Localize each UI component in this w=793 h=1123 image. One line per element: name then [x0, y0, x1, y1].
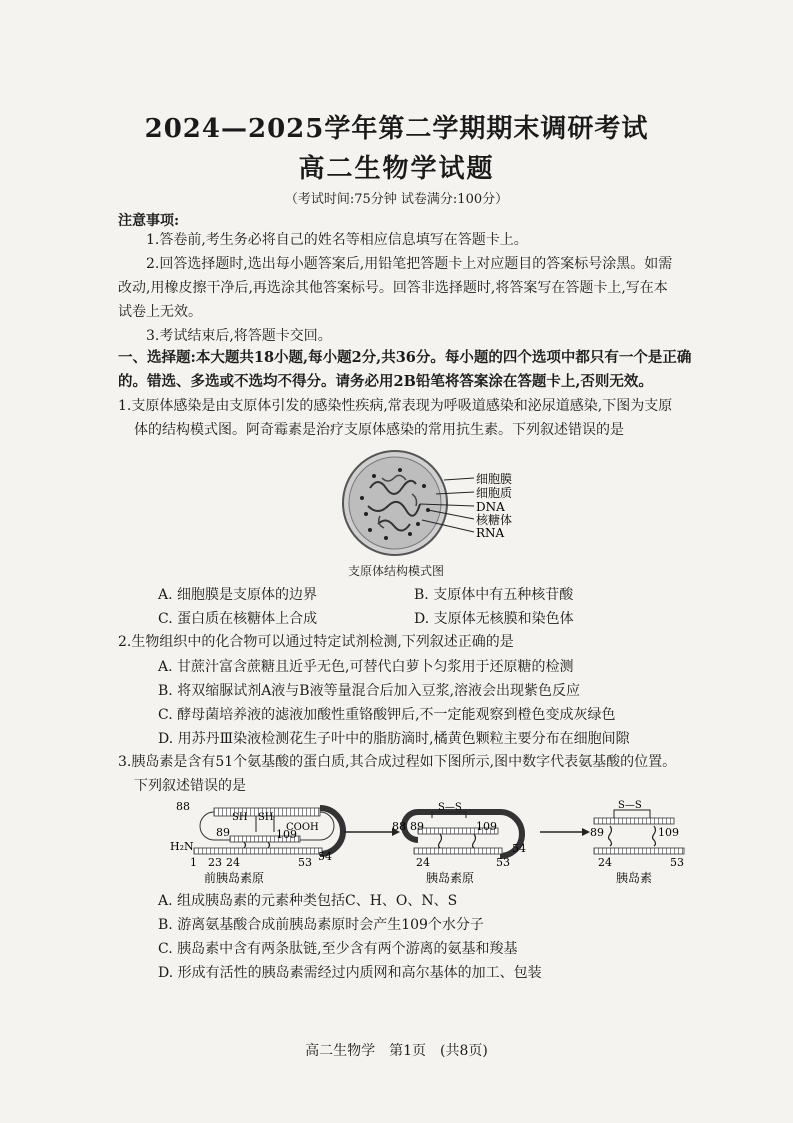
label-cell-membrane: 细胞膜	[476, 472, 513, 486]
note-item-2-line1: 2.回答选择题时,选出每小题答案后,用铅笔把答题卡上对应题目的答案标号涂黑。如需	[146, 256, 673, 272]
stage3-caption: 胰岛素	[616, 871, 653, 884]
label-cytoplasm: 细胞质	[476, 486, 513, 500]
q1-figure-caption: 支原体结构模式图	[348, 564, 445, 578]
label-ss-b: S—S	[618, 800, 642, 811]
q1-stem-line2: 体的结构模式图。阿奇霉素是治疗支原体感染的常用抗生素。下列叙述错误的是	[134, 422, 624, 438]
q1-option-d: D. 支原体无核膜和染色体	[414, 611, 574, 627]
label-ribosome: 核糖体	[476, 513, 513, 527]
proinsulin-diagram	[392, 802, 526, 869]
q3-stem-line1: 3.胰岛素是含有51个氨基酸的蛋白质,其合成过程如下图所示,图中数字代表氨基酸的位置。	[118, 754, 677, 770]
label-109-a: 109	[276, 828, 297, 841]
stage2-caption: 胰岛素原	[426, 871, 475, 884]
preproinsulin-diagram	[170, 800, 343, 869]
label-23: 23	[208, 856, 222, 869]
label-89-b: 89	[410, 820, 424, 833]
label-54-b: 54	[512, 842, 526, 855]
label-cooh: COOH	[286, 822, 319, 833]
q2-stem: 2.生物组织中的化合物可以通过特定试剂检测,下列叙述正确的是	[118, 634, 514, 650]
notes-heading: 注意事项:	[118, 213, 180, 229]
label-53-a: 53	[298, 856, 312, 869]
q3-insulin-figure	[170, 798, 730, 884]
q3-option-a: A. 组成胰岛素的元素种类包括C、H、O、N、S	[158, 893, 458, 909]
label-53-c: 53	[670, 856, 684, 869]
label-89-a: 89	[216, 826, 230, 839]
label-sh-1: SH	[232, 812, 248, 823]
stage1-caption: 前胰岛素原	[204, 871, 265, 884]
q1-option-b: B. 支原体中有五种核苷酸	[414, 587, 574, 603]
note-item-2-line3: 试卷上无效。	[118, 304, 202, 320]
label-24-b: 24	[416, 856, 430, 869]
label-24-c: 24	[598, 856, 612, 869]
insulin-diagram	[590, 800, 684, 869]
exam-title: 2024—2025学年第二学期期末调研考试	[144, 114, 649, 144]
q1-stem-line1: 1.支原体感染是由支原体引发的感染性疾病,常表现为呼吸道感染和泌尿道感染,下图为支原	[118, 398, 673, 414]
exam-info: （考试时间:75分钟 试卷满分:100分）	[284, 192, 509, 207]
label-sh-2: SH	[258, 812, 274, 823]
label-dna: DNA	[476, 500, 505, 514]
label-88-b: 88	[392, 820, 406, 833]
q2-option-a: A. 甘蔗汁富含蔗糖且近乎无色,可替代白萝卜匀浆用于还原糖的检测	[158, 659, 574, 675]
q2-option-c: C. 酵母菌培养液的滤液加酸性重铬酸钾后,不一定能观察到橙色变成灰绿色	[158, 707, 616, 723]
q2-option-d: D. 用苏丹Ⅲ染液检测花生子叶中的脂肪滴时,橘黄色颗粒主要分布在细胞间隙	[158, 731, 630, 747]
q1-option-c: C. 蛋白质在核糖体上合成	[158, 611, 318, 627]
label-109-c: 109	[658, 826, 679, 839]
label-109-b: 109	[476, 820, 497, 833]
label-53-b: 53	[496, 856, 510, 869]
q1-mycoplasma-figure	[340, 448, 540, 558]
label-1: 1	[190, 856, 197, 869]
label-h2n: H₂N	[170, 840, 194, 853]
section1-line2: 的。错选、多选或不选均不得分。请务必用2B铅笔将答案涂在答题卡上,否则无效。	[118, 373, 653, 390]
label-ss-a: S—S	[438, 802, 462, 813]
section1-line1: 一、选择题:本大题共18小题,每小题2分,共36分。每小题的四个选项中都只有一个是正确	[118, 349, 692, 366]
label-24-a: 24	[226, 856, 240, 869]
label-54-a: 54	[318, 850, 332, 863]
note-item-2-line2: 改动,用橡皮擦干净后,再选涂其他答案标号。回答非选择题时,将答案写在答题卡上,写在本	[118, 280, 668, 296]
q3-option-c: C. 胰岛素中含有两条肽链,至少含有两个游离的氨基和羧基	[158, 941, 518, 957]
label-88-a: 88	[176, 800, 190, 813]
q2-option-b: B. 将双缩脲试剂A液与B液等量混合后加入豆浆,溶液会出现紫色反应	[158, 683, 581, 699]
label-89-c: 89	[590, 826, 604, 839]
label-rna: RNA	[476, 526, 505, 540]
q1-option-a: A. 细胞膜是支原体的边界	[158, 587, 318, 603]
q3-stem-line2: 下列叙述错误的是	[134, 778, 246, 794]
note-item-3: 3.考试结束后,将答题卡交回。	[146, 328, 332, 344]
q3-option-b: B. 游离氨基酸合成前胰岛素原时会产生109个水分子	[158, 917, 484, 933]
q3-option-d: D. 形成有活性的胰岛素需经过内质网和高尔基体的加工、包装	[158, 965, 542, 981]
exam-subtitle: 高二生物学试题	[298, 154, 495, 184]
note-item-1: 1.答卷前,考生务必将自己的姓名等相应信息填写在答题卡上。	[146, 232, 528, 248]
page-footer: 高二生物学 第1页 (共8页)	[305, 1043, 488, 1059]
